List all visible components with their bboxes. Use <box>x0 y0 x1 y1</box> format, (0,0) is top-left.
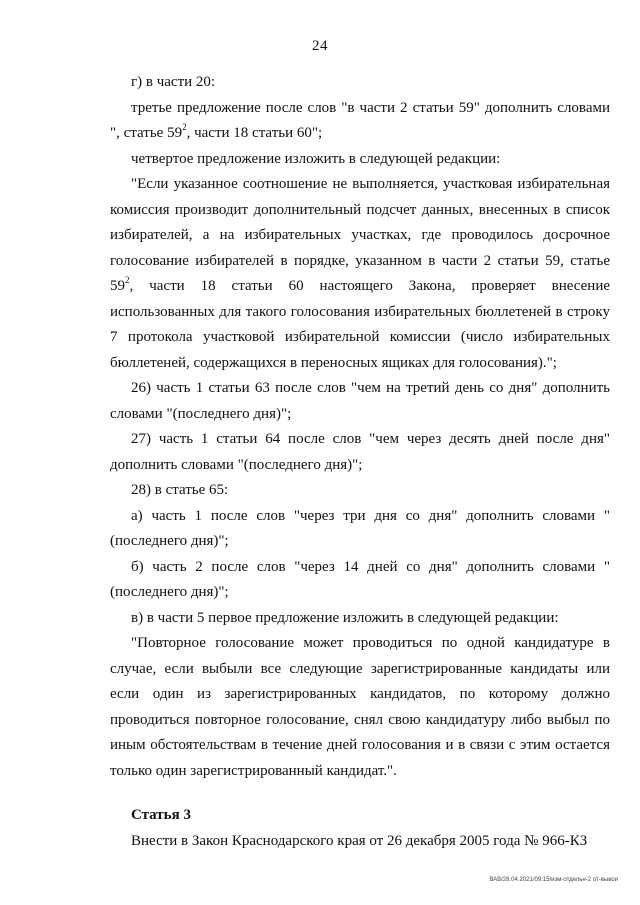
superscript: 2 <box>182 122 187 132</box>
paragraph-item-26: 26) часть 1 статьи 63 после слов "чем на третий день со дня" дополнить словами "(последнего дня)"; <box>110 380 610 422</box>
document-body <box>110 70 610 854</box>
paragraph-quote-repeat-vote: "Повторное голосование может проводиться по одной кандидатуре в случае, если выбыли все следующие зарегистрированные кандидаты или если один из зарегистрированных кандидатов, по которому должно проводиться повторное голосование, снял свою кандидатуру либо выбыл по иным обстоятельствам в течение дней голосования и в связи с этим остается только один зарегистрированный кандидат.". <box>110 635 610 779</box>
paragraph-item-v: в) в части 5 первое предложение изложить в следующей редакции: <box>131 609 559 626</box>
paragraph-text: , части 18 статьи 60"; <box>186 125 323 141</box>
superscript: 2 <box>125 275 130 285</box>
paragraph-text: , части 18 статьи 60 настоящего Закона, проверяет внесение использованных для такого голосования избирательных бюллетеней в строку 7 протокола участковой избирательной комиссии (число избирательных бюллетеней, содержащихся в переносных ящиках для голосования)."; <box>110 278 610 371</box>
paragraph-fourth-sentence: четвертое предложение изложить в следующей редакции: <box>131 150 501 167</box>
paragraph-item-a: а) часть 1 после слов "через три дня со дня" дополнить словами "(последнего дня)"; <box>110 507 610 549</box>
article-text: Внести в Закон Краснодарского края от 26 декабря 2005 года № 966-КЗ <box>131 832 588 849</box>
paragraph-item-g: г) в части 20: <box>131 74 216 90</box>
page-number: 24 <box>312 38 328 54</box>
paragraph-item-28: 28) в статье 65: <box>131 482 229 498</box>
footer-stamp: ВАВ/28.04.2021/09:15/изм-отдельн-2 от-вывои <box>489 877 618 883</box>
paragraph-item-b: б) часть 2 после слов "через 14 дней со дня" дополнить словами "(последнего дня)"; <box>110 558 610 600</box>
paragraph-text: "Если указанное соотношение не выполняется, участковая избирательная комиссия производит дополнительный подсчет данных, внесенных в список избирателей, а на избирательных участках, где проводилось досрочное голосование избирателей в порядке, указанном в части 2 статьи 59, статье 59 <box>110 176 610 294</box>
paragraph-third-sentence <box>110 96 610 147</box>
paragraph-text: третье предложение после слов "в части 2 статьи 59" дополнить словами ", статье 59 <box>110 99 610 141</box>
paragraph-quote-ratio <box>110 172 610 376</box>
article-heading: Статья 3 <box>131 807 191 823</box>
paragraph-item-27: 27) часть 1 статьи 64 после слов "чем через десять дней после дня" дополнить словами "(последнего дня)"; <box>110 431 610 473</box>
